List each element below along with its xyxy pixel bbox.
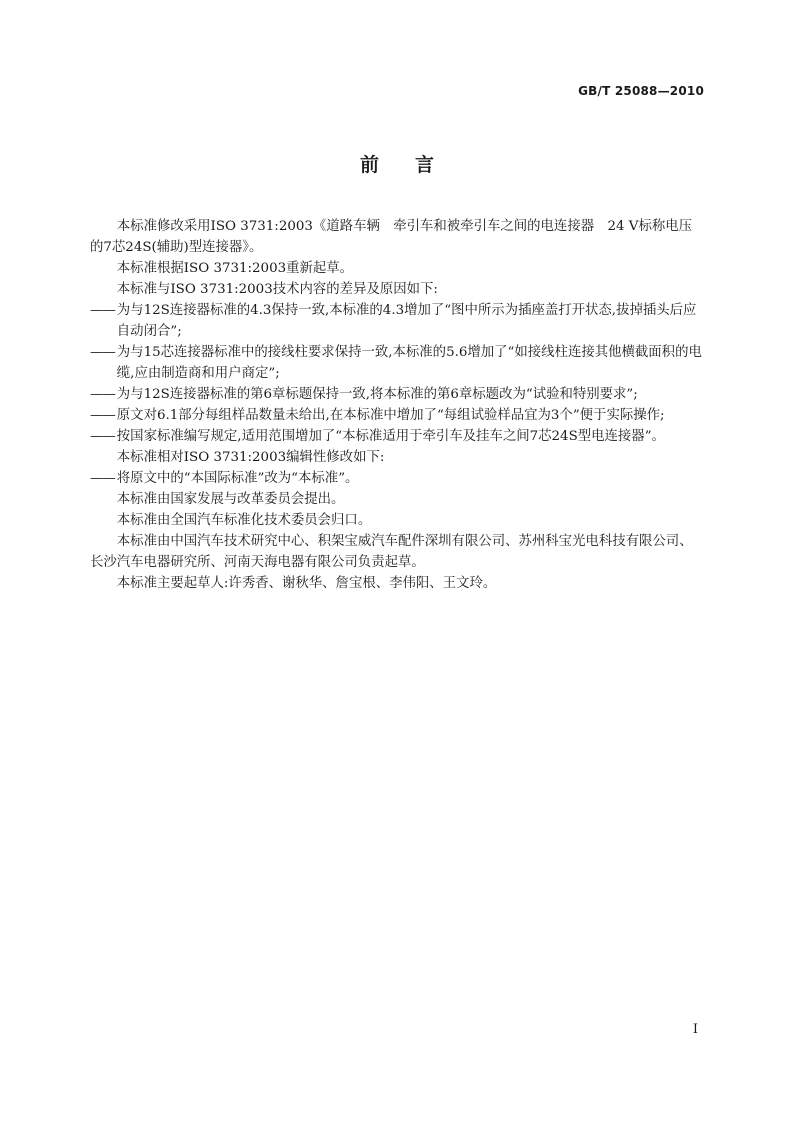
dash-marker: —— — [90, 387, 115, 402]
dash-marker: —— — [90, 429, 115, 444]
paragraph: 本标准由中国汽车技术研究中心、积架宝威汽车配件深圳有限公司、苏州科宝光电科技有限公司、长沙汽车电器研究所、河南天海电器有限公司负责起草。 — [90, 534, 693, 570]
paragraph: 本标准根据ISO 3731:2003重新起草。 — [116, 261, 354, 276]
list-item — [90, 384, 704, 405]
list-item — [90, 405, 704, 426]
list-item — [90, 468, 704, 489]
dash-marker: —— — [90, 303, 115, 318]
list-item — [90, 342, 704, 384]
list-item — [90, 300, 704, 342]
list-item-text: 为与12S连接器标准的4.3保持一致,本标准的4.3增加了“图中所示为插座盖打开状态,拔掉插头后应自动闭合”; — [116, 303, 697, 339]
list-item-text: 为与12S连接器标准的第6章标题保持一致,将本标准的第6章标题改为“试验和特别要求”; — [116, 387, 638, 402]
list-item-text: 原文对6.1部分每组样品数量未给出,在本标准中增加了“每组试验样品宜为3个”便于实际操作; — [116, 408, 665, 423]
paragraph: 本标准主要起草人:许秀香、谢秋华、詹宝根、李伟阳、王文玲。 — [116, 576, 497, 591]
list-item-text: 为与15芯连接器标准中的接线柱要求保持一致,本标准的5.6增加了“如接线柱连接其他横截面积的电缆,应由制造商和用户商定”; — [116, 345, 702, 381]
dash-marker: —— — [90, 408, 115, 423]
paragraph: 本标准由国家发展与改革委员会提出。 — [116, 492, 345, 507]
paragraph: 本标准由全国汽车标准化技术委员会归口。 — [116, 513, 372, 528]
list-item — [90, 426, 704, 447]
list-item-text: 按国家标准编写规定,适用范围增加了“本标准适用于牵引车及挂车之间7芯24S型电连接器”。 — [116, 429, 665, 444]
page-title: 前言 — [359, 154, 470, 176]
paragraph: 本标准与ISO 3731:2003技术内容的差异及原因如下: — [116, 282, 438, 297]
document-body — [90, 216, 704, 594]
paragraph: 本标准修改采用ISO 3731:2003《道路车辆 牵引车和被牵引车之间的电连接器 24 V标称电压的7芯24S(辅助)型连接器》。 — [90, 219, 693, 255]
dash-marker: —— — [90, 471, 115, 486]
list-item-text: 将原文中的“本国际标准”改为“本标准”。 — [116, 471, 359, 486]
page-number: I — [692, 1022, 698, 1037]
dash-marker: —— — [90, 345, 115, 360]
paragraph: 本标准相对ISO 3731:2003编辑性修改如下: — [116, 450, 385, 465]
standard-number: GB/T 25088—2010 — [578, 84, 704, 98]
